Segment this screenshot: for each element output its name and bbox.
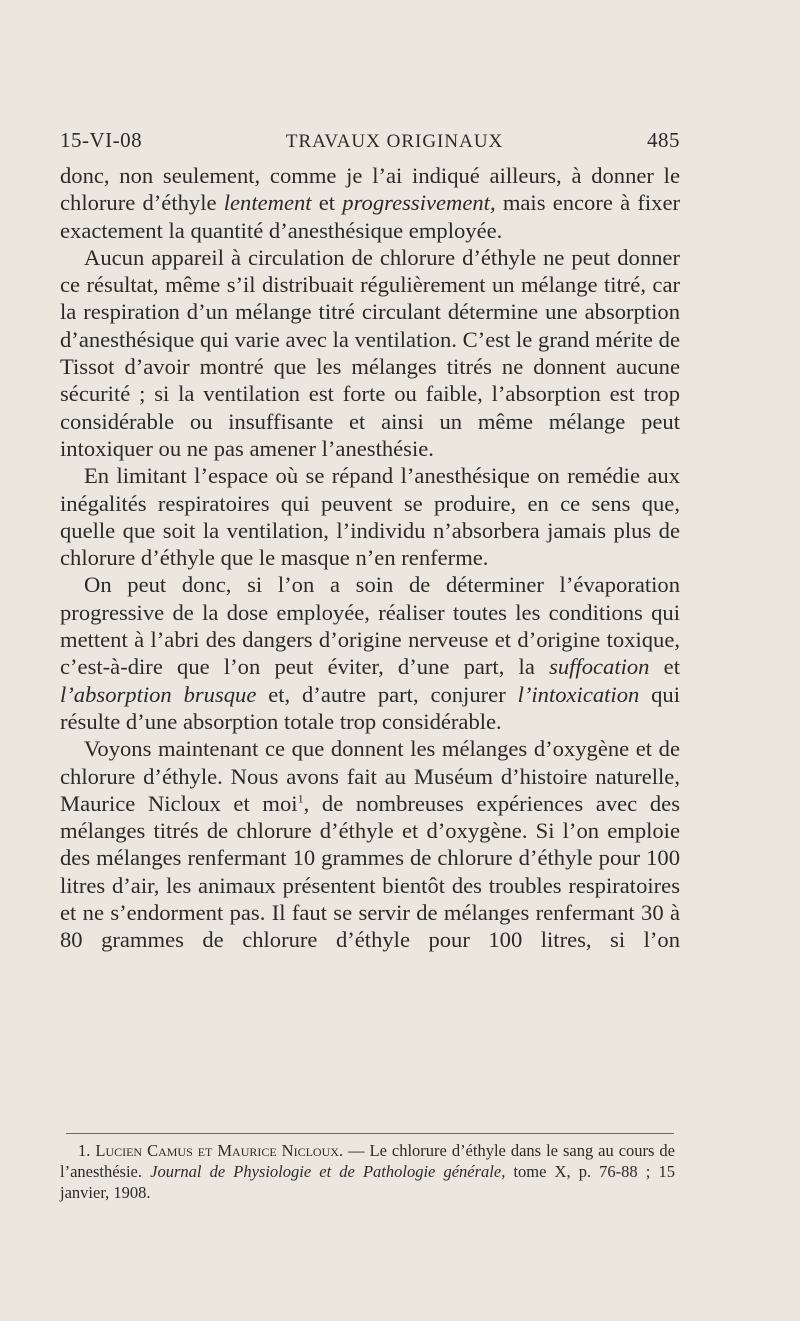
text-run: et: [649, 654, 680, 680]
footnote-marker[interactable]: 1: [297, 791, 304, 806]
italic-text: suffocation: [549, 654, 650, 680]
italic-text: l’absorption brusque: [60, 681, 257, 707]
footnote: [60, 1140, 675, 1203]
header-title: TRAVAUX ORIGINAUX: [285, 131, 504, 152]
paragraph-2: Aucun appareil à circulation de chlorure d’éthyle ne peut donner ce résultat, même s’il distribuait régulièrement un mélange titré, car la respiration d’un mélange titré circulant détermine une absorption d’anesthésique qui varie avec la ventilation. C’est le grand mérite de Tissot d’avoir montré que les mélanges titrés ne donnent aucune sécurité ; si la ventilation est forte ou faible, l’absorption est trop considérable ou insuffisante et ainsi un même mélange peut intoxiquer ou ne pas amener l’anesthésie.: [60, 244, 680, 461]
paragraph-1: [60, 162, 680, 244]
footnote-divider: [66, 1133, 674, 1134]
main-text: [60, 162, 680, 954]
text-run: et: [311, 190, 343, 216]
italic-text: progressivement,: [342, 190, 496, 216]
text-run: qui résulte d’une absorption totale trop considérable.: [60, 681, 681, 734]
footnote-number: 1.: [78, 1141, 91, 1160]
paragraph-5: [60, 735, 680, 953]
italic-text: lentement: [223, 190, 312, 216]
footnote-journal: Journal de Physiologie et de Pathologie générale,: [150, 1162, 506, 1181]
footnote-text: — Le chlorure d’éthyle dans le sang au cours de l’anesthésie.: [60, 1141, 676, 1181]
italic-text: l’intoxication: [517, 681, 640, 707]
footnote-text: tome X, p. 76-88 ; 15 janvier, 1908.: [60, 1162, 675, 1202]
text-run: donc, non seulement, comme je l’ai indiqué ailleurs, à donner le chlorure d’éthyle: [60, 163, 680, 216]
header-date: 15-VI-08: [60, 128, 143, 152]
text-run: , de nombreuses expériences avec des mélanges titrés de chlorure d’éthyle et d’oxygène. Si l’on emploie des mélanges renfermant 10 grammes de chlorure d’éthyle pour 100 litres d’air, les animaux présentent bientôt des troubles respiratoires et ne s’endorment pas. Il faut se servir de mélanges renfermant 30 à 80 grammes de chlorure d’éthyle pour 100 litres, si l’on: [60, 790, 680, 953]
text-run: et, d’autre part, conjurer: [256, 681, 518, 707]
footnote-authors: Lucien Camus et Maurice Nicloux.: [95, 1141, 344, 1160]
running-header: [60, 128, 680, 153]
page-number: 485: [646, 128, 680, 152]
text-run: On peut donc, si l’on a soin de déterminer l’évaporation progressive de la dose employée, réaliser toutes les conditions qui mettent à l’abri des dangers d’origine nerveuse et d’origine toxique, c’est-à-dire que l’on peut éviter, d’une part, la: [60, 572, 680, 680]
text-run: mais encore à fixer exactement la quantité d’anesthésique employée.: [60, 190, 680, 243]
paragraph-3: En limitant l’espace où se répand l’anesthésique on remédie aux inégalités respiratoires qui peuvent se produire, en ce sens que, quelle que soit la ventilation, l’individu n’absorbera jamais plus de chlorure d’éthyle que le masque n’en renferme.: [60, 463, 680, 571]
footnote-1: [60, 1140, 675, 1203]
text-run: Voyons maintenant ce que donnent les mélanges d’oxygène et de chlorure d’éthyle. Nous avons fait au Muséum d’histoire naturelle, Maurice Nicloux et moi: [60, 736, 680, 816]
paragraph-4: [60, 571, 680, 735]
